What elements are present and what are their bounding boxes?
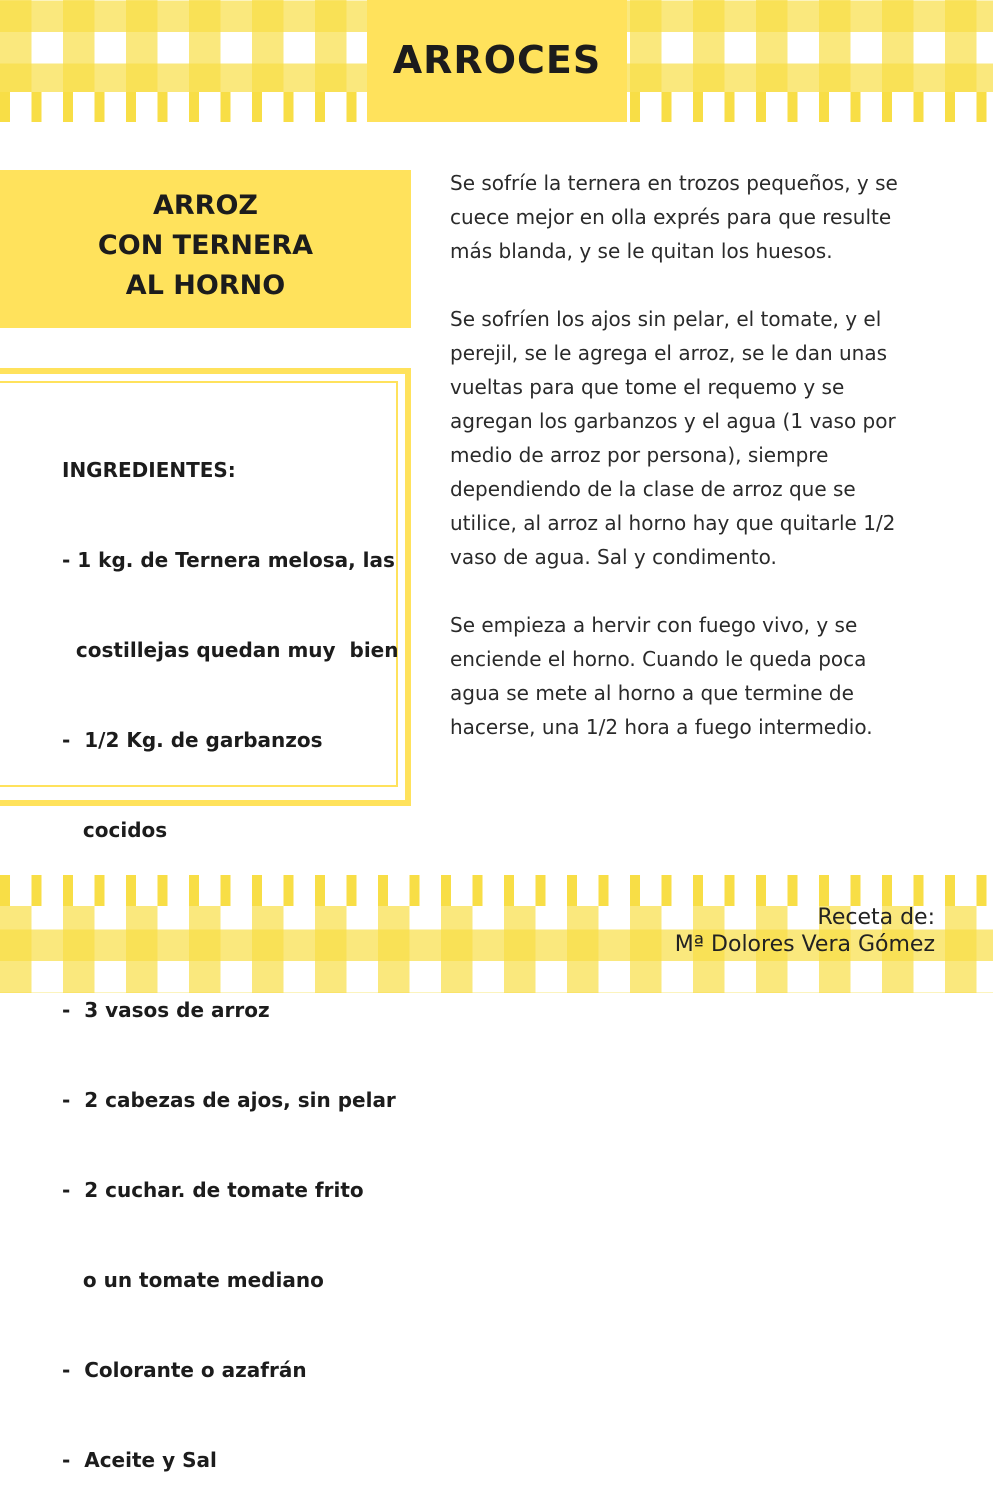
instructions [450,166,950,778]
ingredient-line: - 3 vasos de arroz [62,998,270,1022]
instruction-line: Se empieza a hervir con fuego vivo, y se [450,613,858,637]
instruction-line: hacerse, una 1/2 hora a fuego intermedio. [450,715,873,739]
credit-author: Mª Dolores Vera Gómez [674,932,935,957]
ingredient-line: - 1 kg. de Ternera melosa, las [62,548,395,572]
instruction-line: perejil, se le agrega el arroz, se le dan unas [450,341,888,365]
instruction-line: dependiendo de la clase de arroz que se [450,477,856,501]
recipe-title [0,186,411,306]
instruction-line: agregan los garbanzos y el agua (1 vaso por [450,409,896,433]
recipe-title-line: CON TERNERA [97,230,314,261]
instruction-line: vaso de agua. Sal y condimento. [450,545,777,569]
ingredient-line: o un tomate mediano [62,1268,324,1292]
instructions-paragraph-2 [450,302,950,574]
ingredients-heading: INGREDIENTES: [62,458,236,482]
page-title: ARROCES [392,38,602,82]
instruction-line: Se sofríe la ternera en trozos pequeños, y se [450,171,898,195]
instruction-line: enciende el horno. Cuando le queda poca [450,647,867,671]
stripe-border-bottom [0,875,993,906]
ingredient-line: cocidos [62,818,168,842]
ingredient-line: - 2 cabezas de ajos, sin pelar [62,1088,396,1112]
recipe-credit [675,904,935,958]
recipe-title-line: AL HORNO [125,270,286,301]
ingredient-line: - 2 cuchar. de tomate frito [62,1178,364,1202]
instruction-line: vueltas para que tome el requemo y se [450,375,845,399]
ingredient-line: - 1/2 Kg. de garbanzos [62,728,323,752]
instruction-line: cuece mejor en olla exprés para que resulte [450,205,892,229]
ingredient-line: - Aceite y Sal [62,1448,217,1472]
ingredient-line: - Colorante o azafrán [62,1358,307,1382]
ingredient-line: costillejas quedan muy bien [62,638,399,662]
instruction-line: Se sofríen los ajos sin pelar, el tomate, y el [450,307,882,331]
credit-label: Receta de: [817,905,935,930]
instructions-paragraph-1 [450,166,950,268]
instruction-line: agua se mete al horno a que termine de [450,681,854,705]
recipe-title-line: ARROZ [152,190,258,221]
instructions-paragraph-3 [450,608,950,744]
instruction-line: utilice, al arroz al horno hay que quitarle 1/2 [450,511,896,535]
instruction-line: más blanda, y se le quitan los huesos. [450,239,833,263]
instruction-line: medio de arroz por persona), siempre [450,443,829,467]
